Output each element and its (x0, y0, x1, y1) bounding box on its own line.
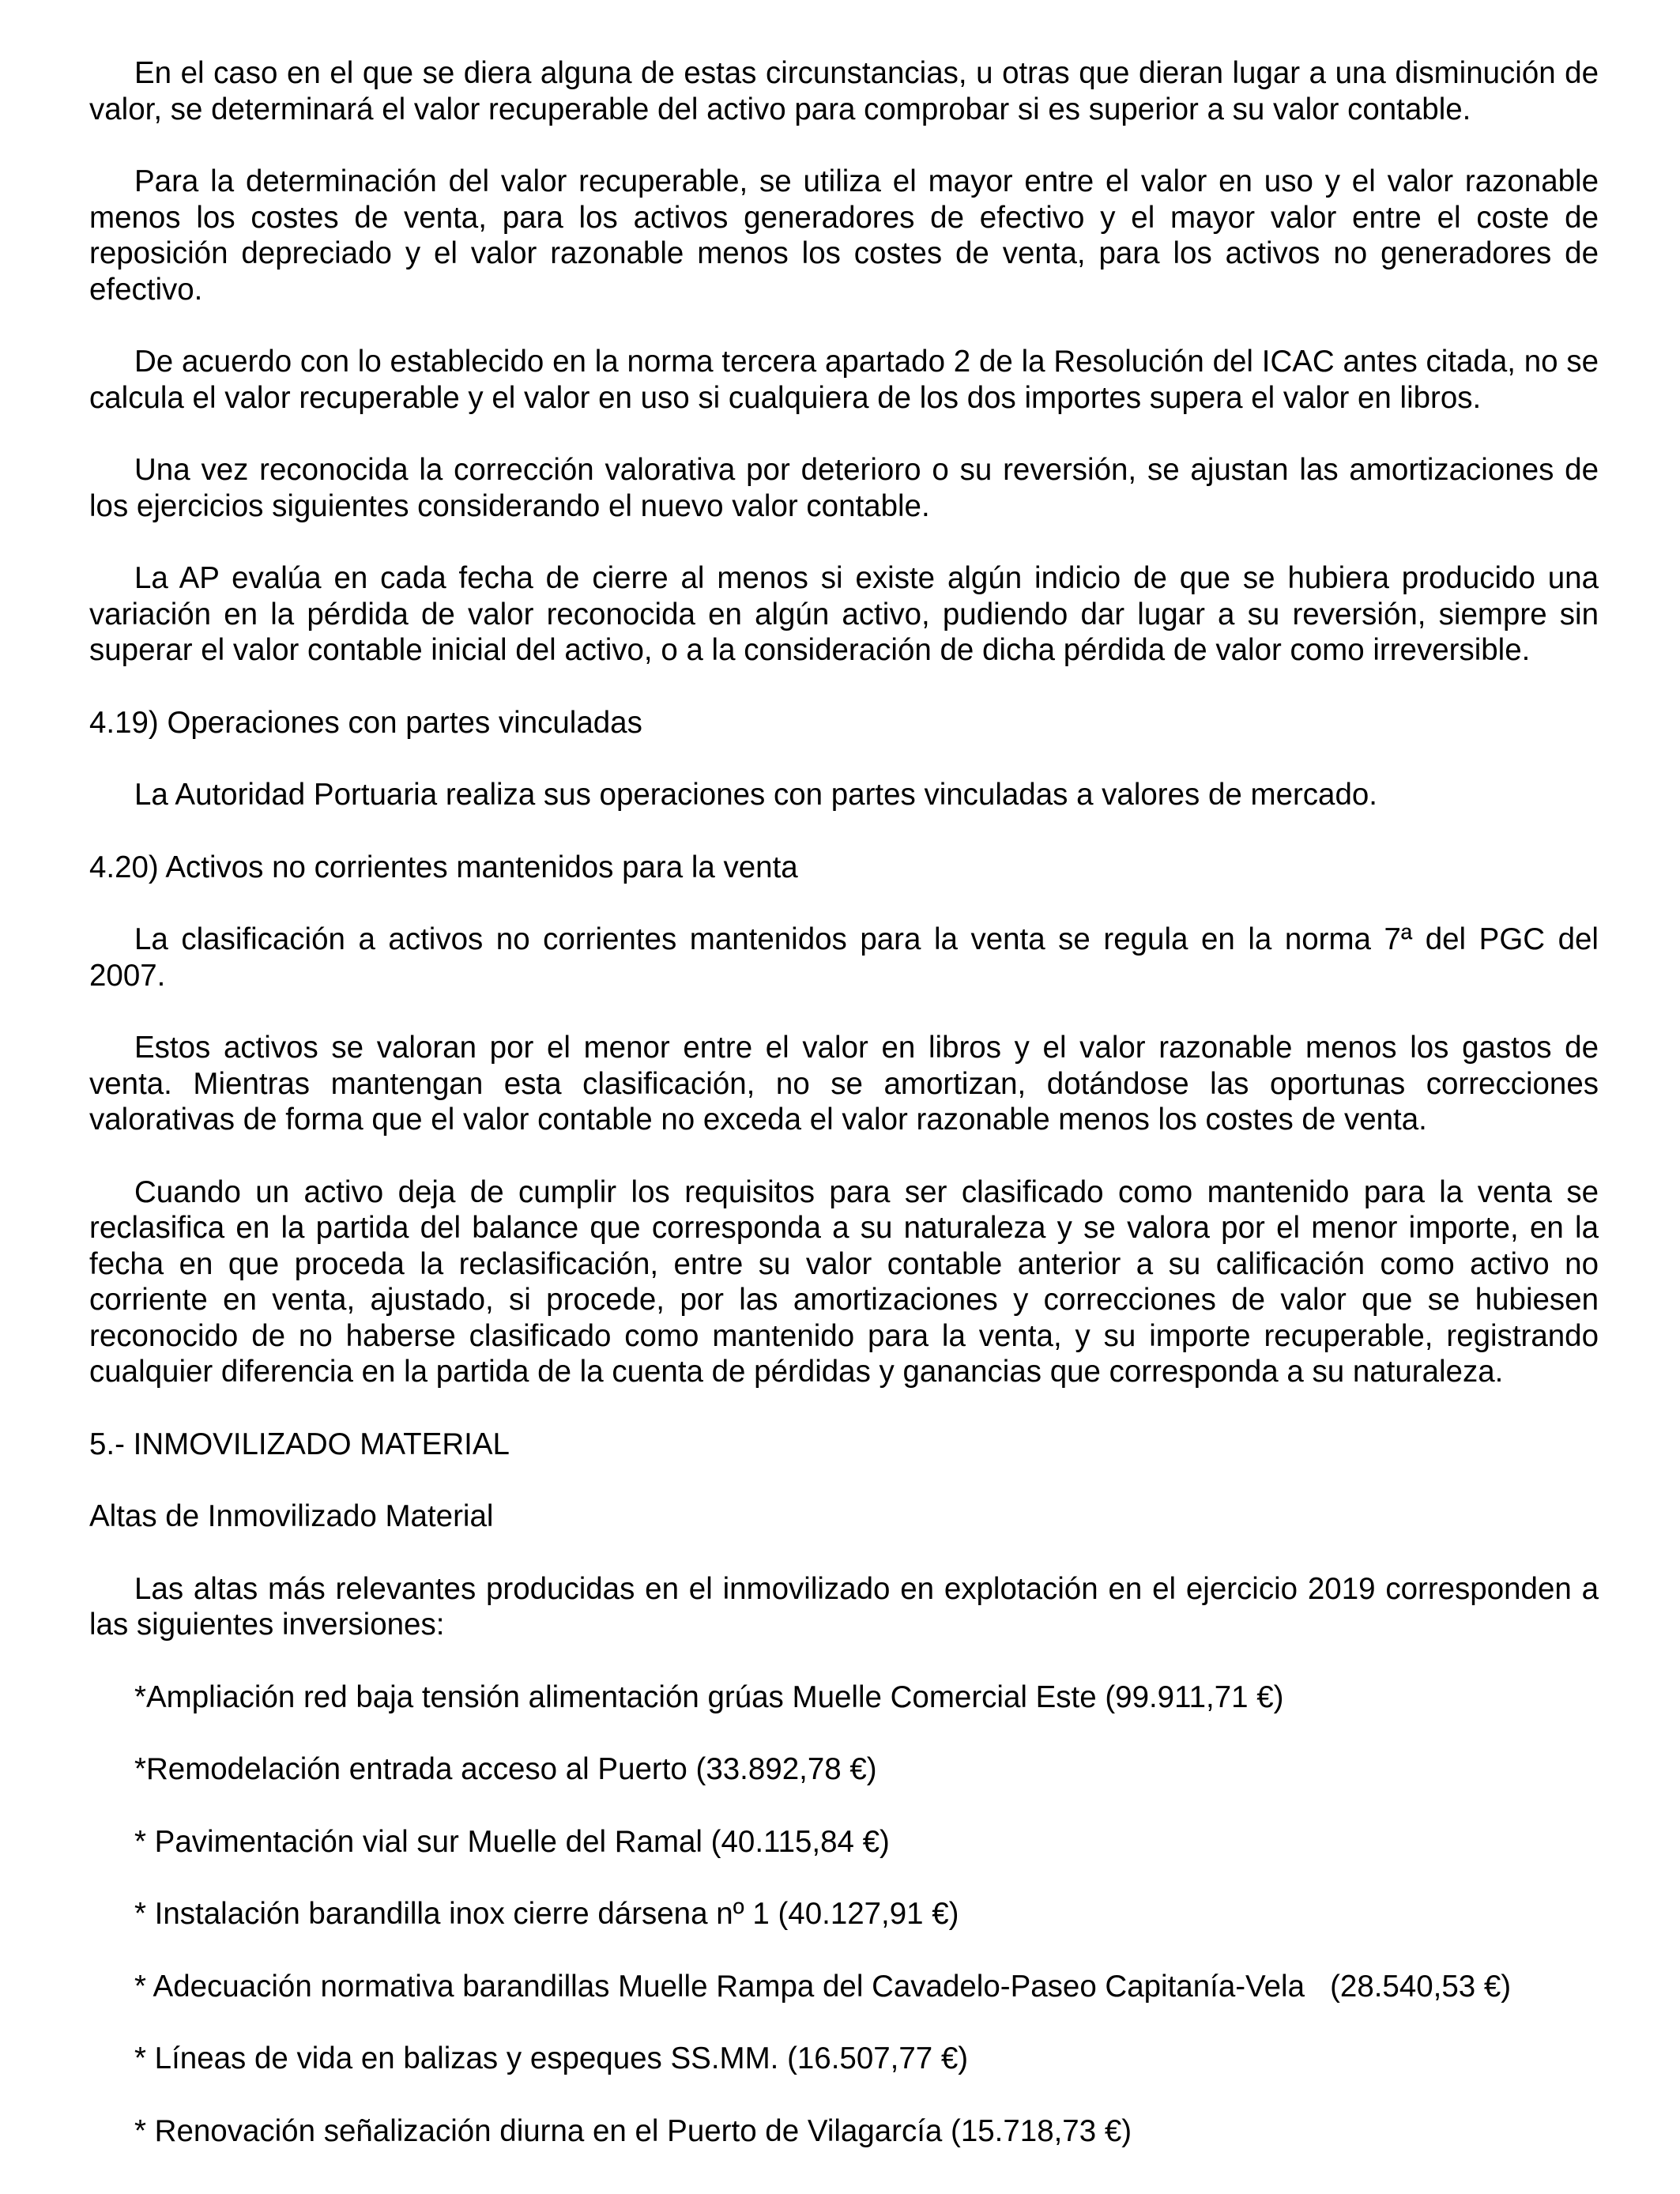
heading-4-20: 4.20) Activos no corrientes mantenidos para la venta (89, 850, 798, 884)
heading-section-5: 5.- INMOVILIZADO MATERIAL (89, 1427, 510, 1461)
paragraph-reclassification: Cuando un activo deja de cumplir los requisitos para ser clasificado como mantenido para la venta se reclasifica en la partida del balance que corresponda a su naturaleza y se valora por el menor importe, en la fecha en que proceda la reclasificación, entre su valor contable anterior a su calificación como activo no corriente en venta, ajustado, si procede, por las amortizaciones y correcciones de valor que se hubiesen reconocido de no haberse clasificado como mantenido para la venta, y su importe recuperable, registrando cualquier diferencia en la partida de la cuenta de pérdidas y ganancias que corresponda a su naturaleza. (89, 1174, 1599, 1389)
investment-item: * Renovación señalización diurna en el Puerto de Vilagarcía (15.718,73 €) (134, 2113, 1132, 2148)
paragraph-valuation: Estos activos se valoran por el menor entre el valor en libros y el valor razonable menos los gastos de venta. Mientras mantengan esta clasificación, no se amortizan, dotándose las oportunas correcciones valorativas de forma que el valor contable no exceda el valor razonable menos los costes de venta. (89, 1031, 1599, 1137)
paragraph-related-parties: La Autoridad Portuaria realiza sus operaciones con partes vinculadas a valores de mercado. (134, 778, 1377, 812)
paragraph-icac-resolution: De acuerdo con lo establecido en la norma tercera apartado 2 de la Resolución del ICAC antes citada, no se calcula el valor recuperable y el valor en uso si cualquiera de los dos importes supera el valor en libros. (89, 345, 1599, 415)
investment-item: * Pavimentación vial sur Muelle del Ramal (40.115,84 €) (134, 1824, 890, 1859)
paragraph-amortization-adjustment: Una vez reconocida la corrección valorativa por deterioro o su reversión, se ajustan las amortizaciones de los ejercicios siguientes considerando el nuevo valor contable. (89, 453, 1599, 523)
paragraph-reversal-evaluation: La AP evalúa en cada fecha de cierre al menos si existe algún indicio de que se hubiera producido una variación en la pérdida de valor reconocida en algún activo, pudiendo dar lugar a su reversión, siempre sin superar el valor contable inicial del activo, o a la consideración de dicha pérdida de valor como irreversible. (89, 561, 1599, 667)
investment-item: *Ampliación red baja tensión alimentación grúas Muelle Comercial Este (99.911,71 €) (134, 1679, 1284, 1714)
heading-altas: Altas de Inmovilizado Material (89, 1499, 494, 1533)
investment-item: * Líneas de vida en balizas y espeques SS.MM. (16.507,77 €) (134, 2041, 969, 2075)
paragraph-classification: La clasificación a activos no corrientes mantenidos para la venta se regula en la norma 7ª del PGC del 2007. (89, 922, 1599, 993)
heading-4-19: 4.19) Operaciones con partes vinculadas (89, 705, 642, 740)
paragraph-impairment-circumstances: En el caso en el que se diera alguna de estas circunstancias, u otras que dieran lugar a una disminución de valor, se determinará el valor recuperable del activo para comprobar si es superior a su valor contable. (89, 56, 1599, 126)
paragraph-investments-intro: Las altas más relevantes producidas en el inmovilizado en explotación en el ejercicio 2019 corresponden a las siguientes inversiones: (89, 1571, 1599, 1642)
paragraph-recoverable-value: Para la determinación del valor recuperable, se utiliza el mayor entre el valor en uso y el valor razonable menos los costes de venta, para los activos generadores de efectivo y el mayor valor entre el coste de reposición depreciado y el valor razonable menos los costes de venta, para los activos no generadores de efectivo. (89, 164, 1599, 307)
investment-item: *Remodelación entrada acceso al Puerto (33.892,78 €) (134, 1752, 877, 1786)
document-page (89, 55, 1599, 2149)
investment-item: * Instalación barandilla inox cierre dársena nº 1 (40.127,91 €) (134, 1897, 959, 1931)
investment-item: * Adecuación normativa barandillas Muelle Rampa del Cavadelo-Paseo Capitanía-Vela (28.540,53 €) (134, 1969, 1512, 2004)
